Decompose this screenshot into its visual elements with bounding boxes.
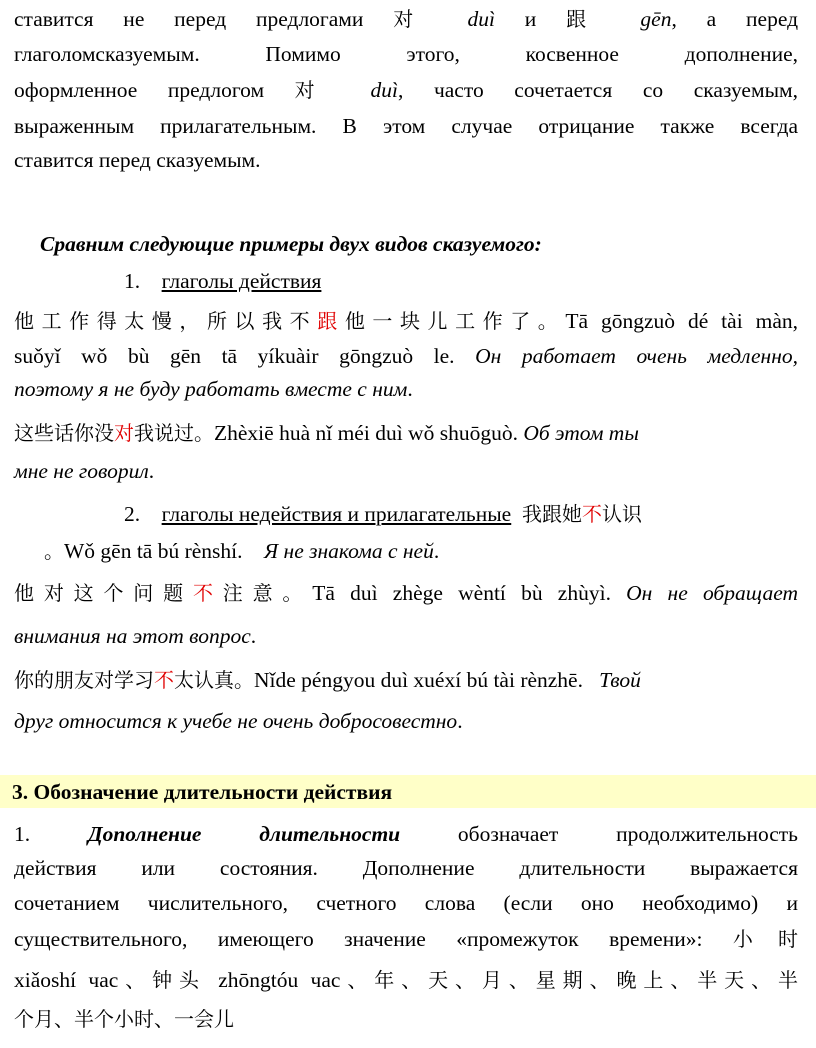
pinyin: zhōngtóu час bbox=[205, 968, 341, 992]
translation: мне не говорил bbox=[14, 459, 149, 483]
term: Дополнение длительности bbox=[87, 822, 401, 846]
pinyin: Nǐde péngyou duì xuéxí bú tài rènzhē. bbox=[254, 668, 583, 692]
intro-line-1 bbox=[14, 4, 798, 34]
translation: поэтому я не буду работать вместе с ним bbox=[14, 377, 408, 401]
translation: друг относится к учебе не очень добросовестно bbox=[14, 709, 458, 733]
list-number: 2. bbox=[124, 502, 141, 526]
chinese-text: 、年、天、月、星期、晚上、半天、半 bbox=[340, 968, 798, 992]
definition-text: обозначает продолжительность bbox=[400, 822, 798, 846]
intro-line-4: выраженным прилагательным. В этом случае отрицание также всегда bbox=[14, 114, 798, 138]
intro-text: и bbox=[494, 7, 567, 31]
list-number: 1. bbox=[14, 822, 88, 846]
chinese-text: 这些话你没 bbox=[14, 421, 114, 445]
chinese-text: 他工作得太慢，所以我不 bbox=[14, 309, 318, 333]
list-label: глаголы действия bbox=[161, 269, 322, 293]
chinese-highlight: 不 bbox=[192, 581, 223, 605]
example-1-line-3 bbox=[14, 374, 798, 404]
example-4-line-1 bbox=[14, 578, 798, 608]
translation: Он не обращает bbox=[626, 581, 799, 605]
chinese-highlight: 不 bbox=[154, 668, 174, 692]
example-1-line-2 bbox=[14, 341, 798, 371]
intro-text: оформленное предлогом bbox=[14, 78, 295, 102]
punctuation: . bbox=[148, 459, 155, 483]
compare-title: Сравним следующие примеры двух видов сказуемого: bbox=[40, 232, 542, 256]
chinese-text: 你的朋友对学习 bbox=[14, 668, 154, 692]
section-3-title: 3. Обозначение длительности действия bbox=[12, 780, 393, 804]
intro-line-3 bbox=[14, 75, 798, 105]
translation: Твой bbox=[599, 668, 641, 692]
definition-line-3: сочетанием числительного, счетного слова (если оно необходимо) и bbox=[14, 891, 798, 915]
chinese-highlight: 不 bbox=[581, 502, 602, 526]
list-item-2 bbox=[124, 499, 798, 529]
definition-text: существительного, имеющего значение «промежуток времени»: bbox=[14, 927, 733, 951]
pinyin: suǒyǐ wǒ bù gēn tā yíkuàir gōngzuò le. bbox=[14, 344, 455, 368]
pinyin: duì bbox=[370, 78, 398, 102]
intro-text: , часто сочетается со сказуемым, bbox=[397, 78, 799, 102]
chinese-char: 对 bbox=[294, 78, 340, 102]
intro-text: ставится не перед предлогами bbox=[14, 7, 394, 31]
example-3-line bbox=[44, 536, 798, 566]
chinese-text: 小时 bbox=[732, 927, 798, 951]
punctuation: . bbox=[457, 709, 463, 733]
chinese-char: 跟 bbox=[566, 7, 611, 31]
example-2-line-2 bbox=[14, 456, 798, 486]
intro-text: , а перед bbox=[671, 7, 799, 31]
intro-line-5: ставится перед сказуемым. bbox=[14, 148, 261, 172]
chinese-text: 认识 bbox=[601, 502, 642, 526]
translation: Об этом ты bbox=[523, 421, 639, 445]
pinyin: duì bbox=[467, 7, 495, 31]
intro-line-2: глаголомсказуемым. Помимо этого, косвенное дополнение, bbox=[14, 42, 798, 66]
pinyin: Zhèxiē huà nǐ méi duì wǒ shuōguò. bbox=[214, 421, 518, 445]
definition-line-2: действия или состояния. Дополнение длительности выражается bbox=[14, 856, 798, 880]
pinyin: Tā gōngzuò dé tài màn, bbox=[565, 309, 799, 333]
translation: внимания на этот вопрос bbox=[14, 624, 251, 648]
punctuation: . bbox=[407, 377, 413, 401]
chinese-text: 我跟她 bbox=[521, 502, 582, 526]
chinese-text: 个月、半个小时、一会儿 bbox=[14, 1007, 234, 1031]
chinese-punctuation: 。 bbox=[44, 539, 64, 563]
chinese-text: 注意。 bbox=[222, 581, 313, 605]
pinyin: Tā duì zhège wèntí bù zhùyì. bbox=[312, 581, 611, 605]
list-label: глаголы недействия и прилагательные bbox=[161, 502, 512, 526]
definition-line-4 bbox=[14, 924, 798, 954]
translation: Я не знакома с ней bbox=[264, 539, 434, 563]
chinese-text: 他对这个问题 bbox=[14, 581, 193, 605]
punctuation: . bbox=[250, 624, 257, 648]
pinyin: xiǎoshí час bbox=[14, 968, 119, 992]
definition-line-1 bbox=[14, 819, 798, 849]
chinese-highlight: 跟 bbox=[317, 309, 345, 333]
list-item-1 bbox=[124, 266, 798, 296]
chinese-text: 他一块儿工作了。 bbox=[344, 309, 566, 333]
translation: Он работает очень медленно, bbox=[475, 344, 798, 368]
pinyin: gēn bbox=[640, 7, 672, 31]
chinese-text: 太认真。 bbox=[174, 668, 254, 692]
list-number: 1. bbox=[124, 269, 141, 293]
chinese-highlight: 对 bbox=[114, 421, 134, 445]
example-5-line-1 bbox=[14, 665, 798, 695]
pinyin: Wǒ gēn tā bú rènshí. bbox=[64, 539, 243, 563]
punctuation: . bbox=[433, 539, 440, 563]
example-5-line-2 bbox=[14, 706, 798, 736]
example-4-line-2 bbox=[14, 621, 798, 651]
chinese-text: 我说过。 bbox=[134, 421, 214, 445]
example-1-line-1 bbox=[14, 306, 798, 336]
example-2-line-1 bbox=[14, 418, 798, 448]
definition-line-6 bbox=[14, 1004, 798, 1034]
chinese-char: 对 bbox=[393, 7, 438, 31]
chinese-text: 、钟头 bbox=[118, 968, 206, 992]
definition-line-5 bbox=[14, 965, 798, 995]
